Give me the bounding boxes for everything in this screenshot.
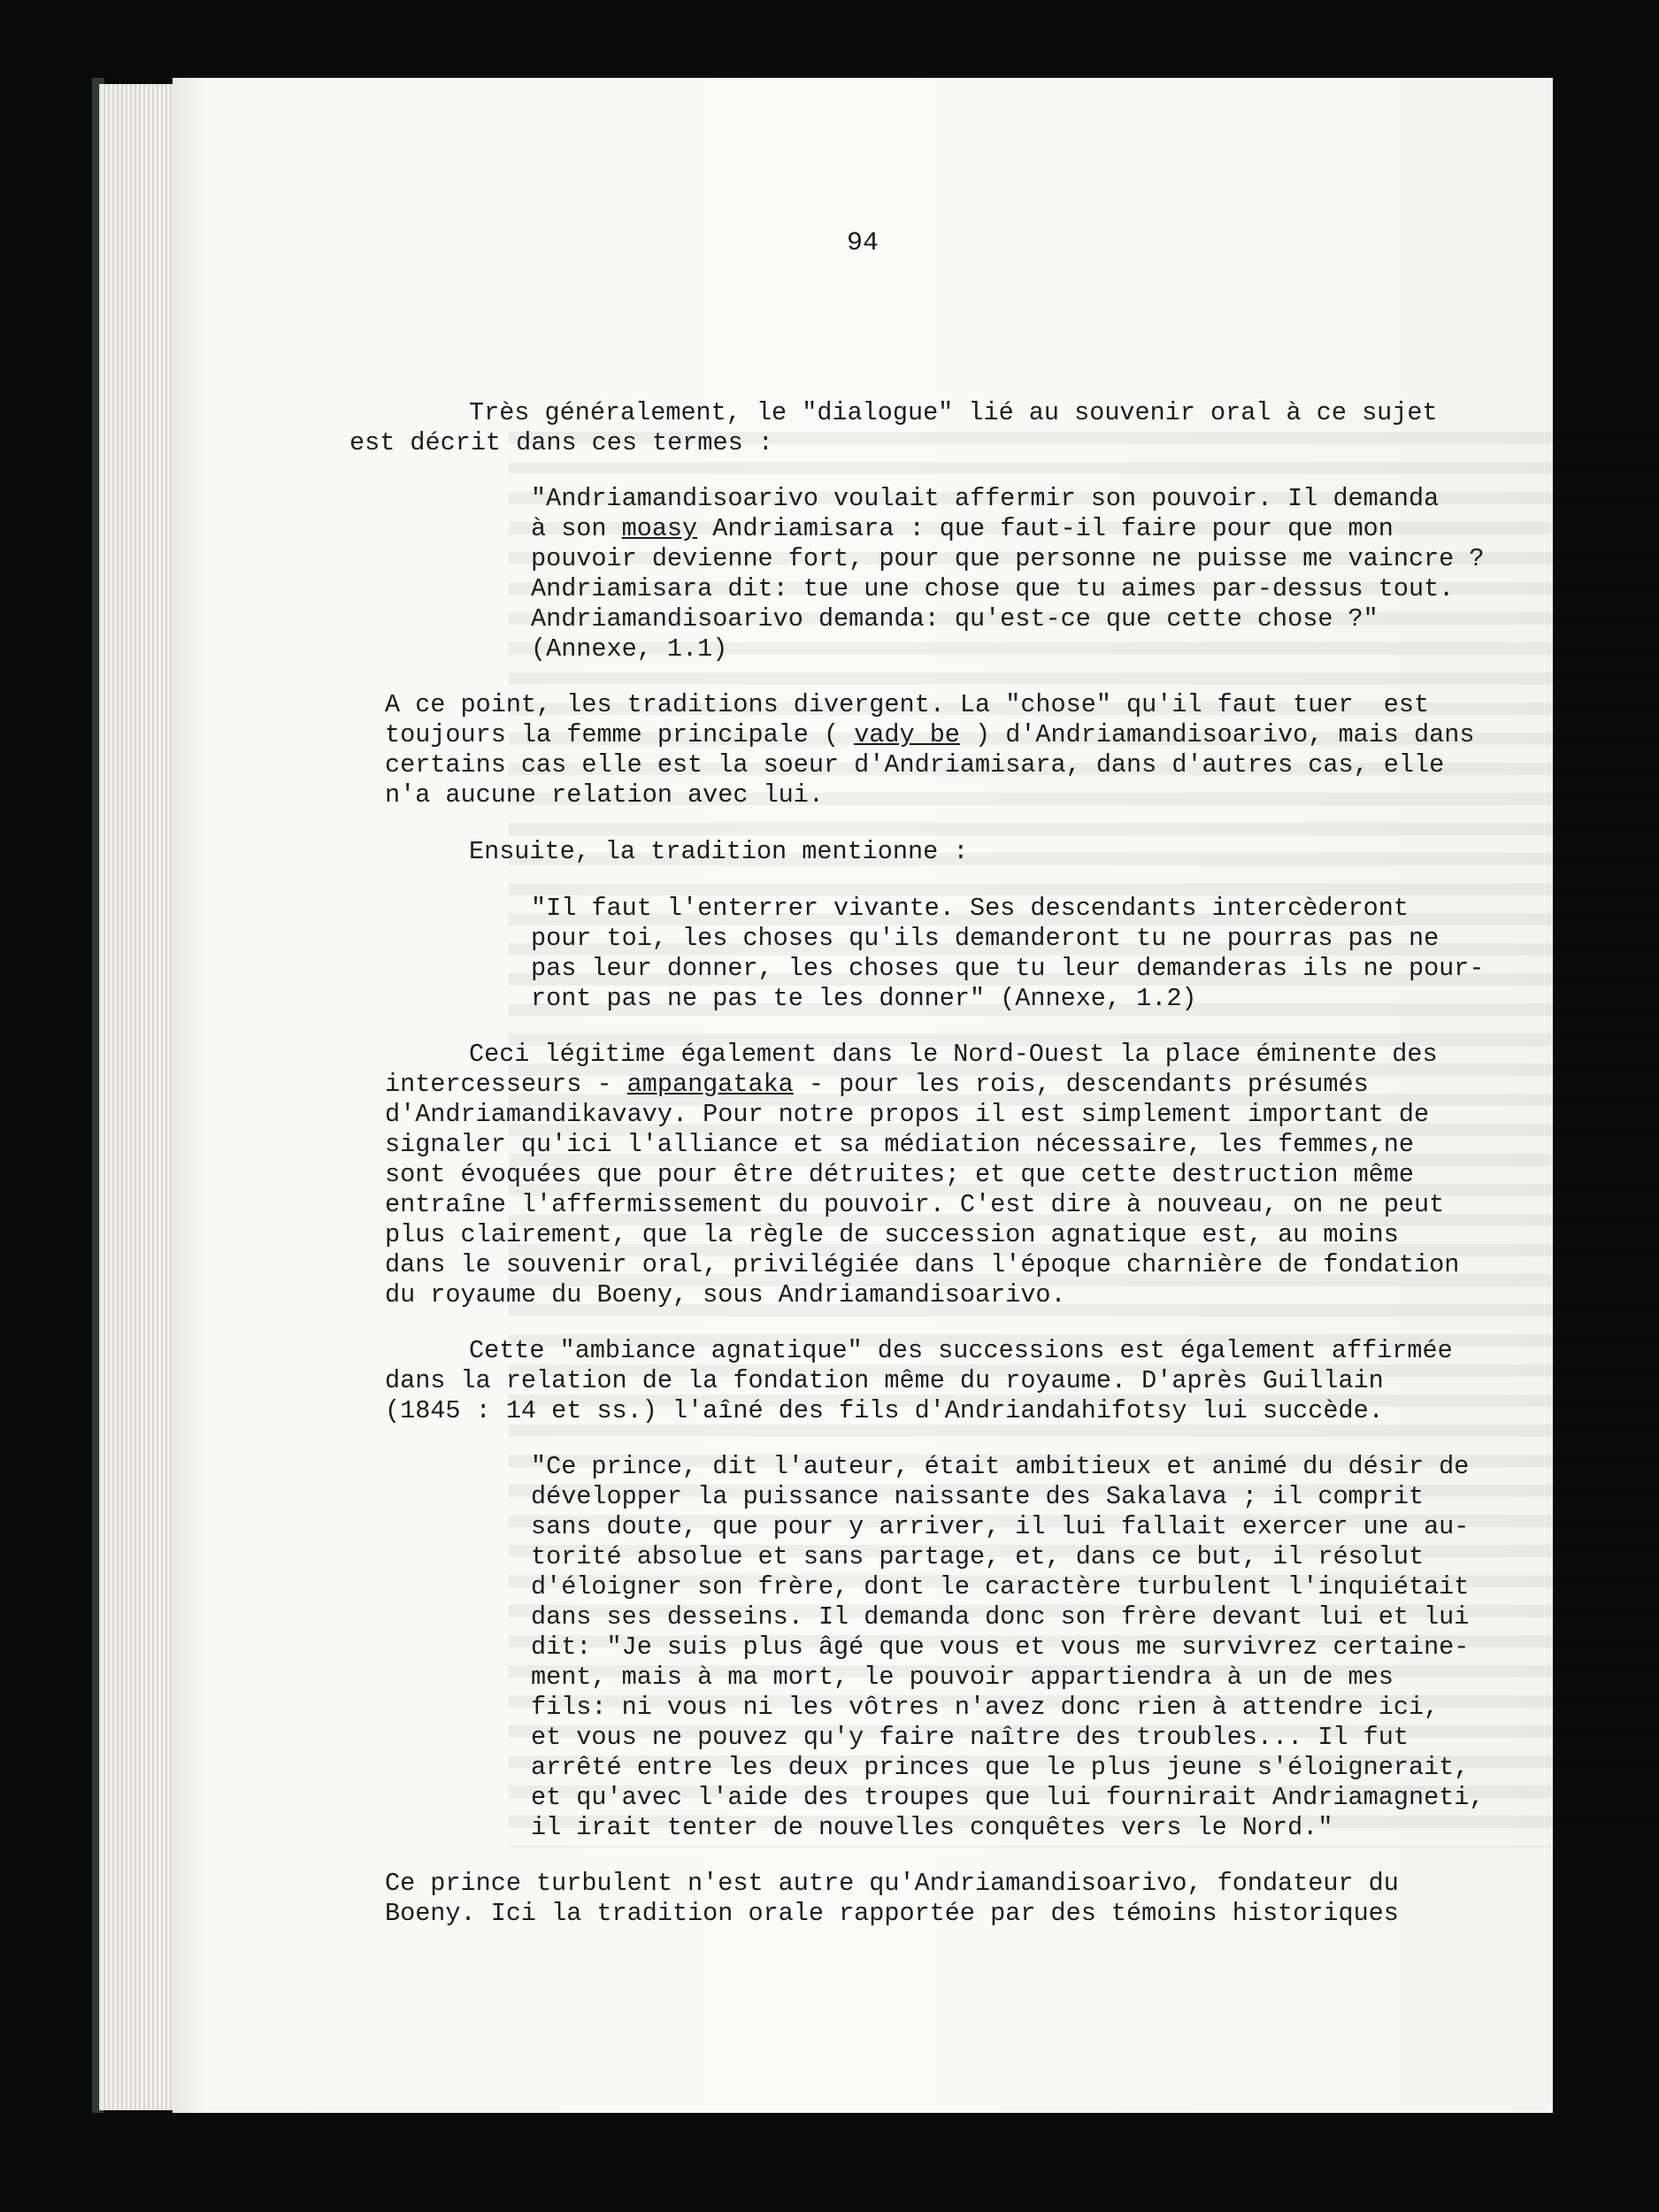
text-line: dit: "Je suis plus âgé que vous et vous me survivrez certaine-: [531, 1632, 1470, 1662]
text-line: dans le souvenir oral, privilégiée dans l'époque charnière de fondation: [385, 1250, 1460, 1279]
text-line: "Ce prince, dit l'auteur, était ambitieux et animé du désir de: [531, 1452, 1470, 1481]
text-line: Ensuite, la tradition mentionne :: [469, 837, 969, 866]
text-line: Andriamandisoarivo demanda: qu'est-ce que cette chose ?": [531, 604, 1379, 634]
text-fragment: intercesseurs -: [385, 1070, 627, 1099]
text-line: [531, 514, 1394, 544]
text-line: Cette "ambiance agnatique" des successions est également affirmée: [469, 1336, 1453, 1365]
text-line: [385, 1070, 1369, 1100]
text-line: n'a aucune relation avec lui.: [385, 780, 824, 810]
text-fragment: toujours la femme principale (: [385, 720, 855, 749]
underlined-term: ampangataka: [626, 1070, 794, 1099]
text-line: A ce point, les traditions divergent. La "chose" qu'il faut tuer est: [385, 690, 1430, 719]
text-line: (Annexe, 1.1): [531, 634, 728, 664]
text-line: ment, mais à ma mort, le pouvoir appartiendra à un de mes: [531, 1663, 1394, 1692]
text-line: et vous ne pouvez qu'y faire naître des troubles... Il fut: [531, 1723, 1409, 1752]
text-line: sans doute, que pour y arriver, il lui fallait exercer une au-: [531, 1512, 1470, 1541]
text-line: fils: ni vous ni les vôtres n'avez donc rien à attendre ici,: [531, 1693, 1440, 1722]
text-line: Ceci légitime également dans le Nord-Ouest la place éminente des: [469, 1040, 1438, 1069]
text-line: d'Andriamandikavavy. Pour notre propos il est simplement important de: [385, 1100, 1430, 1129]
text-line: pour toi, les choses qu'ils demanderont tu ne pourras pas ne: [531, 924, 1440, 953]
document-page: [173, 78, 1553, 2113]
underlined-term: moasy: [621, 514, 698, 543]
text-line: "Il faut l'enterrer vivante. Ses descendants intercèderont: [531, 894, 1409, 923]
text-line: certains cas elle est la soeur d'Andriamisara, dans d'autres cas, elle: [385, 750, 1445, 780]
text-line: il irait tenter de nouvelles conquêtes vers le Nord.": [531, 1813, 1333, 1842]
text-line: Très généralement, le "dialogue" lié au souvenir oral à ce sujet: [469, 398, 1438, 427]
text-fragment: - pour les rois, descendants présumés: [793, 1070, 1369, 1099]
text-line: signaler qu'ici l'alliance et sa médiation nécessaire, les femmes,ne: [385, 1130, 1414, 1159]
text-line: développer la puissance naissante des Sakalava ; il comprit: [531, 1482, 1425, 1511]
text-line: est décrit dans ces termes :: [349, 428, 773, 457]
text-line: Ce prince turbulent n'est autre qu'Andriamandisoarivo, fondateur du: [385, 1869, 1399, 1898]
text-line: pouvoir devienne fort, pour que personne ne puisse me vaincre ?: [531, 544, 1485, 573]
text-line: dans la relation de la fondation même du royaume. D'après Guillain: [385, 1366, 1384, 1395]
text-line: ront pas ne pas te les donner" (Annexe, 1.2): [531, 984, 1197, 1013]
text-line: dans ses desseins. Il demanda donc son frère devant lui et lui: [531, 1602, 1470, 1632]
text-line: sont évoquées que pour être détruites; et que cette destruction même: [385, 1160, 1414, 1189]
text-line: et qu'avec l'aide des troupes que lui fournirait Andriamagneti,: [531, 1783, 1485, 1812]
text-line: arrêté entre les deux princes que le plus jeune s'éloignerait,: [531, 1753, 1470, 1782]
page-number: 94: [846, 228, 879, 258]
text-line: [385, 720, 1474, 750]
underlined-term: vady be: [854, 720, 960, 749]
text-line: "Andriamandisoarivo voulait affermir son pouvoir. Il demanda: [531, 484, 1440, 513]
text-fragment: ) d'Andriamandisoarivo, mais dans: [959, 720, 1475, 749]
text-line: du royaume du Boeny, sous Andriamandisoarivo.: [385, 1280, 1066, 1310]
page-stack-edge: [99, 84, 180, 2110]
text-line: d'éloigner son frère, dont le caractère turbulent l'inquiétait: [531, 1572, 1470, 1601]
text-line: pas leur donner, les choses que tu leur demanderas ils ne pour-: [531, 954, 1485, 983]
text-line: plus clairement, que la règle de succession agnatique est, au moins: [385, 1220, 1399, 1249]
text-line: torité absolue et sans partage, et, dans ce but, il résolut: [531, 1542, 1425, 1571]
text-line: entraîne l'affermissement du pouvoir. C'est dire à nouveau, on ne peut: [385, 1190, 1445, 1219]
text-line: Boeny. Ici la tradition orale rapportée par des témoins historiques: [385, 1899, 1399, 1928]
text-line: Andriamisara dit: tue une chose que tu aimes par-dessus tout.: [531, 574, 1455, 603]
text-fragment: à son: [531, 514, 622, 543]
text-line: (1845 : 14 et ss.) l'aîné des fils d'Andriandahifotsy lui succède.: [385, 1396, 1384, 1425]
text-fragment: Andriamisara : que faut-il faire pour que mon: [697, 514, 1394, 543]
